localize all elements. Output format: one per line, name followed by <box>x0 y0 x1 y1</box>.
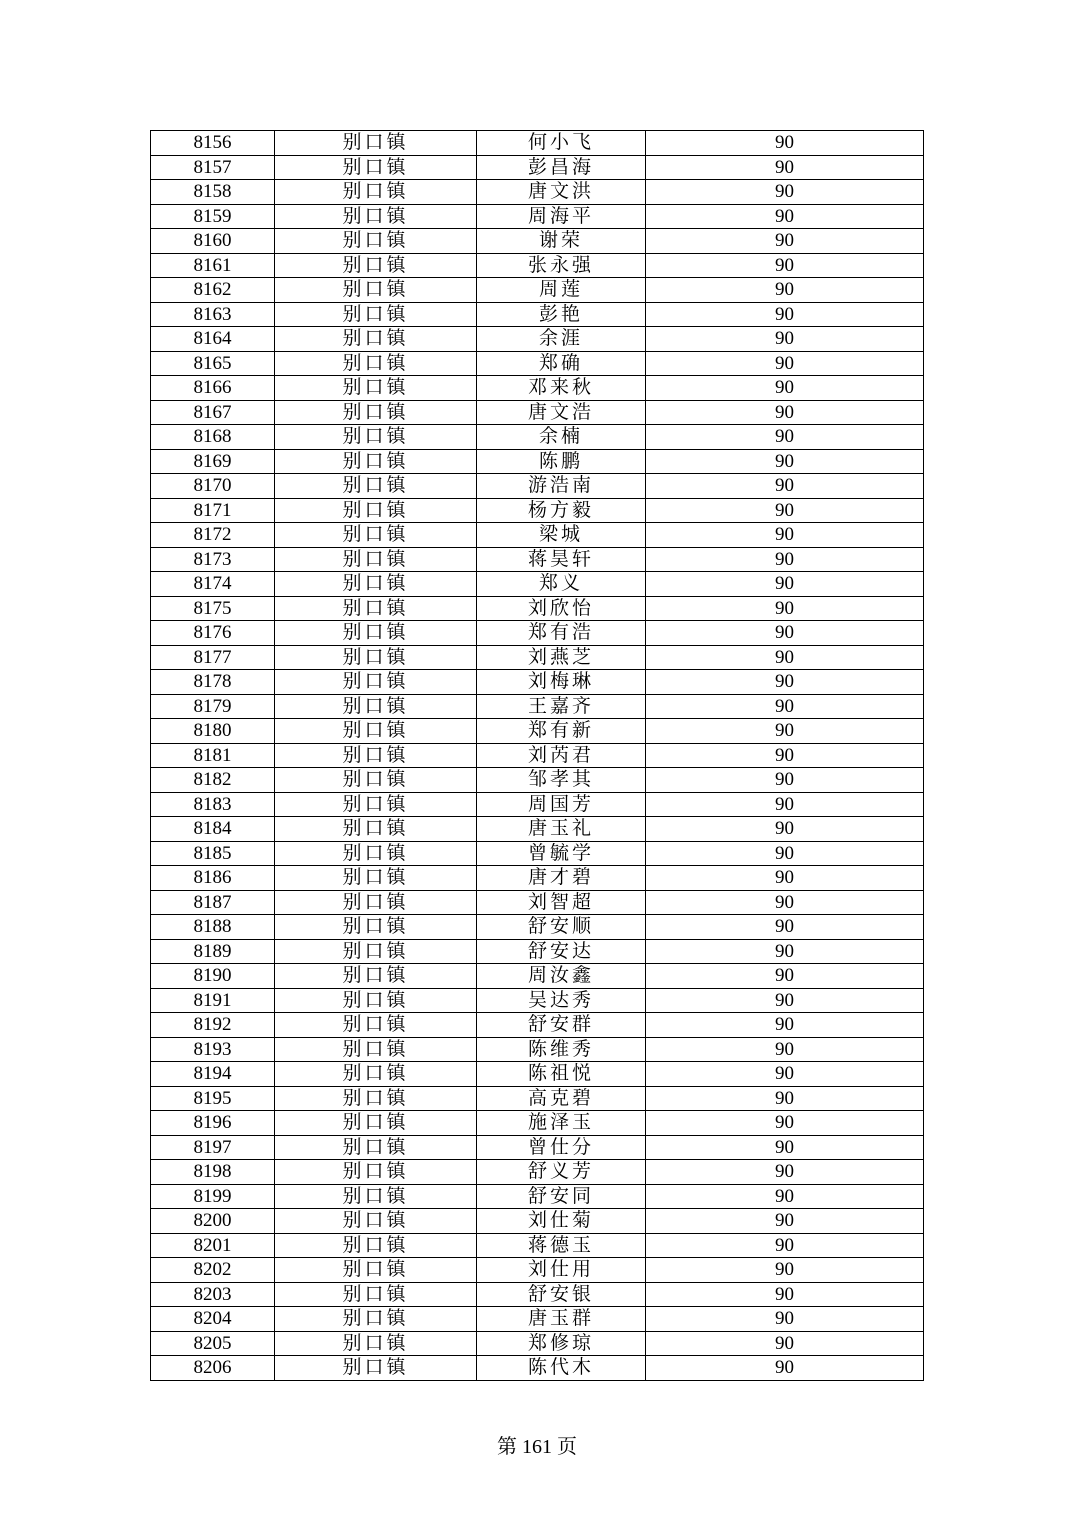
town-cell: 别口镇 <box>275 1209 477 1234</box>
table-row <box>151 302 924 327</box>
row-id-cell: 8157 <box>151 155 275 180</box>
name-cell: 余楠 <box>477 425 646 450</box>
name-cell: 蒋昊轩 <box>477 547 646 572</box>
row-id-cell: 8189 <box>151 939 275 964</box>
amount-cell: 90 <box>646 645 924 670</box>
amount-cell: 90 <box>646 792 924 817</box>
amount-cell: 90 <box>646 1282 924 1307</box>
table-row <box>151 376 924 401</box>
town-cell: 别口镇 <box>275 915 477 940</box>
town-cell: 别口镇 <box>275 180 477 205</box>
town-cell: 别口镇 <box>275 1282 477 1307</box>
town-cell: 别口镇 <box>275 498 477 523</box>
town-cell: 别口镇 <box>275 792 477 817</box>
town-cell: 别口镇 <box>275 327 477 352</box>
amount-cell: 90 <box>646 547 924 572</box>
town-cell: 别口镇 <box>275 866 477 891</box>
town-cell: 别口镇 <box>275 376 477 401</box>
town-cell: 别口镇 <box>275 817 477 842</box>
table-row <box>151 1135 924 1160</box>
table-row <box>151 523 924 548</box>
name-cell: 刘欣怡 <box>477 596 646 621</box>
name-cell: 刘芮君 <box>477 743 646 768</box>
name-cell: 吴达秀 <box>477 988 646 1013</box>
amount-cell: 90 <box>646 572 924 597</box>
row-id-cell: 8160 <box>151 229 275 254</box>
amount-cell: 90 <box>646 229 924 254</box>
amount-cell: 90 <box>646 204 924 229</box>
amount-cell: 90 <box>646 253 924 278</box>
row-id-cell: 8184 <box>151 817 275 842</box>
table-row <box>151 1062 924 1087</box>
table-row <box>151 645 924 670</box>
table-row <box>151 1013 924 1038</box>
amount-cell: 90 <box>646 1135 924 1160</box>
name-cell: 曾仕分 <box>477 1135 646 1160</box>
town-cell: 别口镇 <box>275 253 477 278</box>
name-cell: 张永强 <box>477 253 646 278</box>
name-cell: 刘梅琳 <box>477 670 646 695</box>
town-cell: 别口镇 <box>275 1307 477 1332</box>
table-row <box>151 278 924 303</box>
name-cell: 陈维秀 <box>477 1037 646 1062</box>
row-id-cell: 8156 <box>151 131 275 156</box>
row-id-cell: 8164 <box>151 327 275 352</box>
amount-cell: 90 <box>646 278 924 303</box>
name-cell: 舒安群 <box>477 1013 646 1038</box>
town-cell: 别口镇 <box>275 1062 477 1087</box>
row-id-cell: 8180 <box>151 719 275 744</box>
table-row <box>151 204 924 229</box>
name-cell: 唐玉礼 <box>477 817 646 842</box>
table-row <box>151 964 924 989</box>
table-row <box>151 1037 924 1062</box>
town-cell: 别口镇 <box>275 229 477 254</box>
amount-cell: 90 <box>646 1160 924 1185</box>
table-row <box>151 1331 924 1356</box>
town-cell: 别口镇 <box>275 596 477 621</box>
table-row <box>151 841 924 866</box>
amount-cell: 90 <box>646 376 924 401</box>
name-cell: 刘燕芝 <box>477 645 646 670</box>
amount-cell: 90 <box>646 180 924 205</box>
name-cell: 邹孝其 <box>477 768 646 793</box>
name-cell: 余涯 <box>477 327 646 352</box>
town-cell: 别口镇 <box>275 302 477 327</box>
name-cell: 郑确 <box>477 351 646 376</box>
name-cell: 何小飞 <box>477 131 646 156</box>
name-cell: 梁城 <box>477 523 646 548</box>
row-id-cell: 8200 <box>151 1209 275 1234</box>
row-id-cell: 8168 <box>151 425 275 450</box>
town-cell: 别口镇 <box>275 523 477 548</box>
town-cell: 别口镇 <box>275 694 477 719</box>
table-row <box>151 425 924 450</box>
amount-cell: 90 <box>646 1111 924 1136</box>
town-cell: 别口镇 <box>275 939 477 964</box>
table-row <box>151 1160 924 1185</box>
town-cell: 别口镇 <box>275 621 477 646</box>
row-id-cell: 8199 <box>151 1184 275 1209</box>
table-row <box>151 719 924 744</box>
table-row <box>151 817 924 842</box>
row-id-cell: 8177 <box>151 645 275 670</box>
town-cell: 别口镇 <box>275 670 477 695</box>
row-id-cell: 8165 <box>151 351 275 376</box>
name-cell: 唐文浩 <box>477 400 646 425</box>
row-id-cell: 8187 <box>151 890 275 915</box>
name-cell: 蒋德玉 <box>477 1233 646 1258</box>
table-row <box>151 547 924 572</box>
town-cell: 别口镇 <box>275 425 477 450</box>
row-id-cell: 8188 <box>151 915 275 940</box>
row-id-cell: 8185 <box>151 841 275 866</box>
amount-cell: 90 <box>646 939 924 964</box>
row-id-cell: 8202 <box>151 1258 275 1283</box>
amount-cell: 90 <box>646 302 924 327</box>
name-cell: 舒义芳 <box>477 1160 646 1185</box>
town-cell: 别口镇 <box>275 1356 477 1381</box>
name-cell: 游浩南 <box>477 474 646 499</box>
table-row <box>151 988 924 1013</box>
row-id-cell: 8179 <box>151 694 275 719</box>
name-cell: 王嘉齐 <box>477 694 646 719</box>
amount-cell: 90 <box>646 1013 924 1038</box>
town-cell: 别口镇 <box>275 964 477 989</box>
town-cell: 别口镇 <box>275 155 477 180</box>
table-row <box>151 400 924 425</box>
town-cell: 别口镇 <box>275 719 477 744</box>
name-cell: 舒安银 <box>477 1282 646 1307</box>
row-id-cell: 8171 <box>151 498 275 523</box>
town-cell: 别口镇 <box>275 204 477 229</box>
row-id-cell: 8198 <box>151 1160 275 1185</box>
row-id-cell: 8201 <box>151 1233 275 1258</box>
row-id-cell: 8181 <box>151 743 275 768</box>
table-row <box>151 498 924 523</box>
town-cell: 别口镇 <box>275 351 477 376</box>
name-cell: 唐文洪 <box>477 180 646 205</box>
town-cell: 别口镇 <box>275 547 477 572</box>
table-row <box>151 1356 924 1381</box>
row-id-cell: 8173 <box>151 547 275 572</box>
name-cell: 郑修琼 <box>477 1331 646 1356</box>
name-cell: 刘仕菊 <box>477 1209 646 1234</box>
name-cell: 郑有浩 <box>477 621 646 646</box>
amount-cell: 90 <box>646 523 924 548</box>
table-row <box>151 1086 924 1111</box>
table-row <box>151 866 924 891</box>
name-cell: 彭昌海 <box>477 155 646 180</box>
name-cell: 舒安同 <box>477 1184 646 1209</box>
amount-cell: 90 <box>646 988 924 1013</box>
amount-cell: 90 <box>646 1062 924 1087</box>
table-row <box>151 768 924 793</box>
amount-cell: 90 <box>646 351 924 376</box>
amount-cell: 90 <box>646 964 924 989</box>
town-cell: 别口镇 <box>275 1233 477 1258</box>
name-cell: 唐玉群 <box>477 1307 646 1332</box>
amount-cell: 90 <box>646 1307 924 1332</box>
table-row <box>151 694 924 719</box>
table-row <box>151 474 924 499</box>
table-row <box>151 327 924 352</box>
town-cell: 别口镇 <box>275 890 477 915</box>
amount-cell: 90 <box>646 621 924 646</box>
table-row <box>151 743 924 768</box>
town-cell: 别口镇 <box>275 572 477 597</box>
data-table <box>150 130 924 1381</box>
table-row <box>151 1209 924 1234</box>
row-id-cell: 8161 <box>151 253 275 278</box>
town-cell: 别口镇 <box>275 768 477 793</box>
row-id-cell: 8176 <box>151 621 275 646</box>
town-cell: 别口镇 <box>275 449 477 474</box>
table-row <box>151 131 924 156</box>
row-id-cell: 8170 <box>151 474 275 499</box>
amount-cell: 90 <box>646 425 924 450</box>
table-row <box>151 596 924 621</box>
amount-cell: 90 <box>646 1209 924 1234</box>
amount-cell: 90 <box>646 1356 924 1381</box>
row-id-cell: 8166 <box>151 376 275 401</box>
amount-cell: 90 <box>646 841 924 866</box>
town-cell: 别口镇 <box>275 1258 477 1283</box>
town-cell: 别口镇 <box>275 1013 477 1038</box>
amount-cell: 90 <box>646 498 924 523</box>
name-cell: 彭艳 <box>477 302 646 327</box>
town-cell: 别口镇 <box>275 743 477 768</box>
amount-cell: 90 <box>646 474 924 499</box>
table-body <box>151 131 924 1381</box>
town-cell: 别口镇 <box>275 131 477 156</box>
town-cell: 别口镇 <box>275 645 477 670</box>
town-cell: 别口镇 <box>275 474 477 499</box>
row-id-cell: 8192 <box>151 1013 275 1038</box>
table-row <box>151 1307 924 1332</box>
amount-cell: 90 <box>646 596 924 621</box>
amount-cell: 90 <box>646 719 924 744</box>
name-cell: 唐才碧 <box>477 866 646 891</box>
amount-cell: 90 <box>646 1037 924 1062</box>
amount-cell: 90 <box>646 327 924 352</box>
page-number: 第 161 页 <box>497 1436 577 1458</box>
amount-cell: 90 <box>646 1233 924 1258</box>
table-row <box>151 1233 924 1258</box>
table-row <box>151 621 924 646</box>
row-id-cell: 8205 <box>151 1331 275 1356</box>
table-row <box>151 939 924 964</box>
row-id-cell: 8191 <box>151 988 275 1013</box>
amount-cell: 90 <box>646 449 924 474</box>
row-id-cell: 8163 <box>151 302 275 327</box>
row-id-cell: 8195 <box>151 1086 275 1111</box>
row-id-cell: 8174 <box>151 572 275 597</box>
town-cell: 别口镇 <box>275 1111 477 1136</box>
town-cell: 别口镇 <box>275 1037 477 1062</box>
row-id-cell: 8167 <box>151 400 275 425</box>
town-cell: 别口镇 <box>275 400 477 425</box>
amount-cell: 90 <box>646 694 924 719</box>
table-row <box>151 180 924 205</box>
amount-cell: 90 <box>646 1258 924 1283</box>
town-cell: 别口镇 <box>275 1160 477 1185</box>
name-cell: 高克碧 <box>477 1086 646 1111</box>
name-cell: 邓来秋 <box>477 376 646 401</box>
amount-cell: 90 <box>646 1184 924 1209</box>
row-id-cell: 8196 <box>151 1111 275 1136</box>
table-row <box>151 1184 924 1209</box>
row-id-cell: 8182 <box>151 768 275 793</box>
amount-cell: 90 <box>646 131 924 156</box>
table-row <box>151 1111 924 1136</box>
name-cell: 陈代木 <box>477 1356 646 1381</box>
town-cell: 别口镇 <box>275 1331 477 1356</box>
row-id-cell: 8175 <box>151 596 275 621</box>
name-cell: 郑义 <box>477 572 646 597</box>
amount-cell: 90 <box>646 817 924 842</box>
town-cell: 别口镇 <box>275 841 477 866</box>
amount-cell: 90 <box>646 768 924 793</box>
table-row <box>151 253 924 278</box>
row-id-cell: 8206 <box>151 1356 275 1381</box>
name-cell: 周国芳 <box>477 792 646 817</box>
name-cell: 舒安顺 <box>477 915 646 940</box>
table-row <box>151 792 924 817</box>
table-row <box>151 1282 924 1307</box>
row-id-cell: 8194 <box>151 1062 275 1087</box>
amount-cell: 90 <box>646 155 924 180</box>
town-cell: 别口镇 <box>275 1086 477 1111</box>
table-row <box>151 449 924 474</box>
name-cell: 施泽玉 <box>477 1111 646 1136</box>
row-id-cell: 8169 <box>151 449 275 474</box>
table-row <box>151 1258 924 1283</box>
amount-cell: 90 <box>646 1331 924 1356</box>
table-row <box>151 155 924 180</box>
name-cell: 刘智超 <box>477 890 646 915</box>
row-id-cell: 8159 <box>151 204 275 229</box>
row-id-cell: 8197 <box>151 1135 275 1160</box>
name-cell: 刘仕用 <box>477 1258 646 1283</box>
name-cell: 谢荣 <box>477 229 646 254</box>
town-cell: 别口镇 <box>275 278 477 303</box>
town-cell: 别口镇 <box>275 988 477 1013</box>
amount-cell: 90 <box>646 400 924 425</box>
table-row <box>151 915 924 940</box>
table-row <box>151 572 924 597</box>
name-cell: 陈鹏 <box>477 449 646 474</box>
table-row <box>151 890 924 915</box>
name-cell: 舒安达 <box>477 939 646 964</box>
row-id-cell: 8183 <box>151 792 275 817</box>
amount-cell: 90 <box>646 915 924 940</box>
name-cell: 周海平 <box>477 204 646 229</box>
row-id-cell: 8172 <box>151 523 275 548</box>
name-cell: 杨方毅 <box>477 498 646 523</box>
town-cell: 别口镇 <box>275 1184 477 1209</box>
amount-cell: 90 <box>646 670 924 695</box>
row-id-cell: 8204 <box>151 1307 275 1332</box>
row-id-cell: 8186 <box>151 866 275 891</box>
row-id-cell: 8162 <box>151 278 275 303</box>
amount-cell: 90 <box>646 866 924 891</box>
amount-cell: 90 <box>646 743 924 768</box>
name-cell: 陈祖悦 <box>477 1062 646 1087</box>
table-row <box>151 351 924 376</box>
name-cell: 周汝鑫 <box>477 964 646 989</box>
town-cell: 别口镇 <box>275 1135 477 1160</box>
amount-cell: 90 <box>646 890 924 915</box>
row-id-cell: 8203 <box>151 1282 275 1307</box>
table-row <box>151 229 924 254</box>
row-id-cell: 8193 <box>151 1037 275 1062</box>
amount-cell: 90 <box>646 1086 924 1111</box>
name-cell: 曾毓学 <box>477 841 646 866</box>
name-cell: 周莲 <box>477 278 646 303</box>
name-cell: 郑有新 <box>477 719 646 744</box>
row-id-cell: 8178 <box>151 670 275 695</box>
row-id-cell: 8158 <box>151 180 275 205</box>
table-row <box>151 670 924 695</box>
row-id-cell: 8190 <box>151 964 275 989</box>
